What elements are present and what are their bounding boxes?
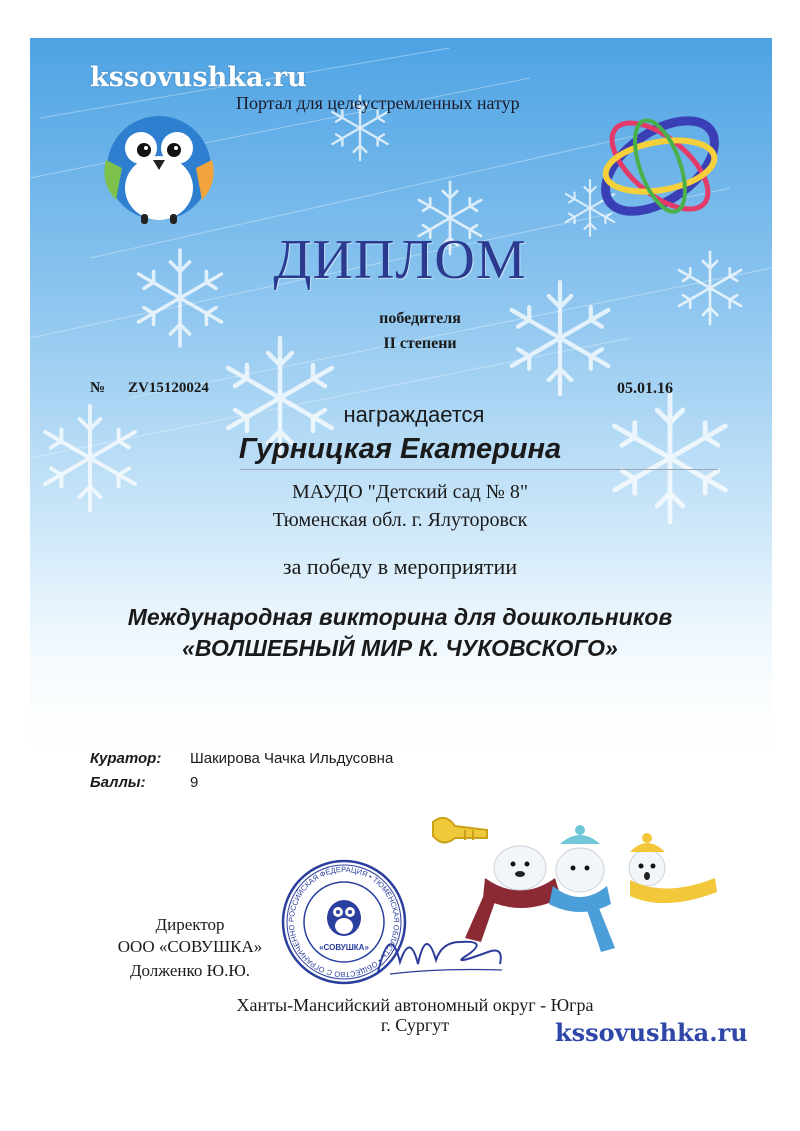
- number-label: №: [90, 380, 106, 396]
- name-underline: [240, 469, 718, 470]
- winner-label: победителя: [379, 310, 461, 327]
- degree-label: II степени: [383, 335, 457, 352]
- footer-city: г. Сургут: [380, 1015, 450, 1035]
- owl-logo-icon: [98, 108, 220, 226]
- site-logo-text: kssovushka.ru: [90, 62, 307, 93]
- diploma-title: ДИПЛОМ: [273, 229, 527, 291]
- organization-location: Тюменская обл. г. Ялуторовск: [272, 509, 528, 531]
- seal-center-text: «СОВУШКА»: [319, 943, 369, 952]
- recipient-name: Гурницкая Екатерина: [238, 433, 562, 465]
- points-value: 9: [190, 774, 199, 791]
- seal-ring-text: РОССИЙСКАЯ ФЕДЕРАЦИЯ • ТЮМЕНСКАЯ ОБЛАСТЬ • ОБЩЕСТВО С ОГРАНИЧЕННО: [286, 864, 402, 980]
- for-victory-label: за победу в мероприятии: [282, 554, 518, 579]
- director-title: Директор: [155, 915, 225, 934]
- diploma-date: 05.01.16: [617, 380, 673, 397]
- curator-label: Куратор:: [90, 750, 162, 767]
- organization-name: МАУДО "Детский сад № 8": [291, 481, 529, 503]
- rings-logo-icon: [585, 92, 735, 240]
- footer-site: kssovushka.ru: [555, 1018, 748, 1047]
- event-title-line2: «ВОЛШЕБНЫЙ МИР К. ЧУКОВСКОГО»: [182, 635, 618, 661]
- awarded-label: награждается: [343, 402, 485, 427]
- company-name: ООО «СОВУШКА»: [117, 937, 263, 956]
- diploma-number: ZV15120024: [128, 380, 209, 396]
- curator-name: Шакирова Чачка Ильдусовна: [190, 750, 394, 767]
- director-name: Долженко Ю.Ю.: [129, 961, 251, 980]
- director-signature: [370, 912, 510, 980]
- points-label: Баллы:: [90, 774, 146, 791]
- event-title-line1: Международная викторина для дошкольников: [127, 604, 673, 630]
- footer-region: Ханты-Мансийский автономный округ - Югра: [236, 995, 594, 1015]
- portal-tagline: Портал для целеустремленных натур: [236, 93, 520, 113]
